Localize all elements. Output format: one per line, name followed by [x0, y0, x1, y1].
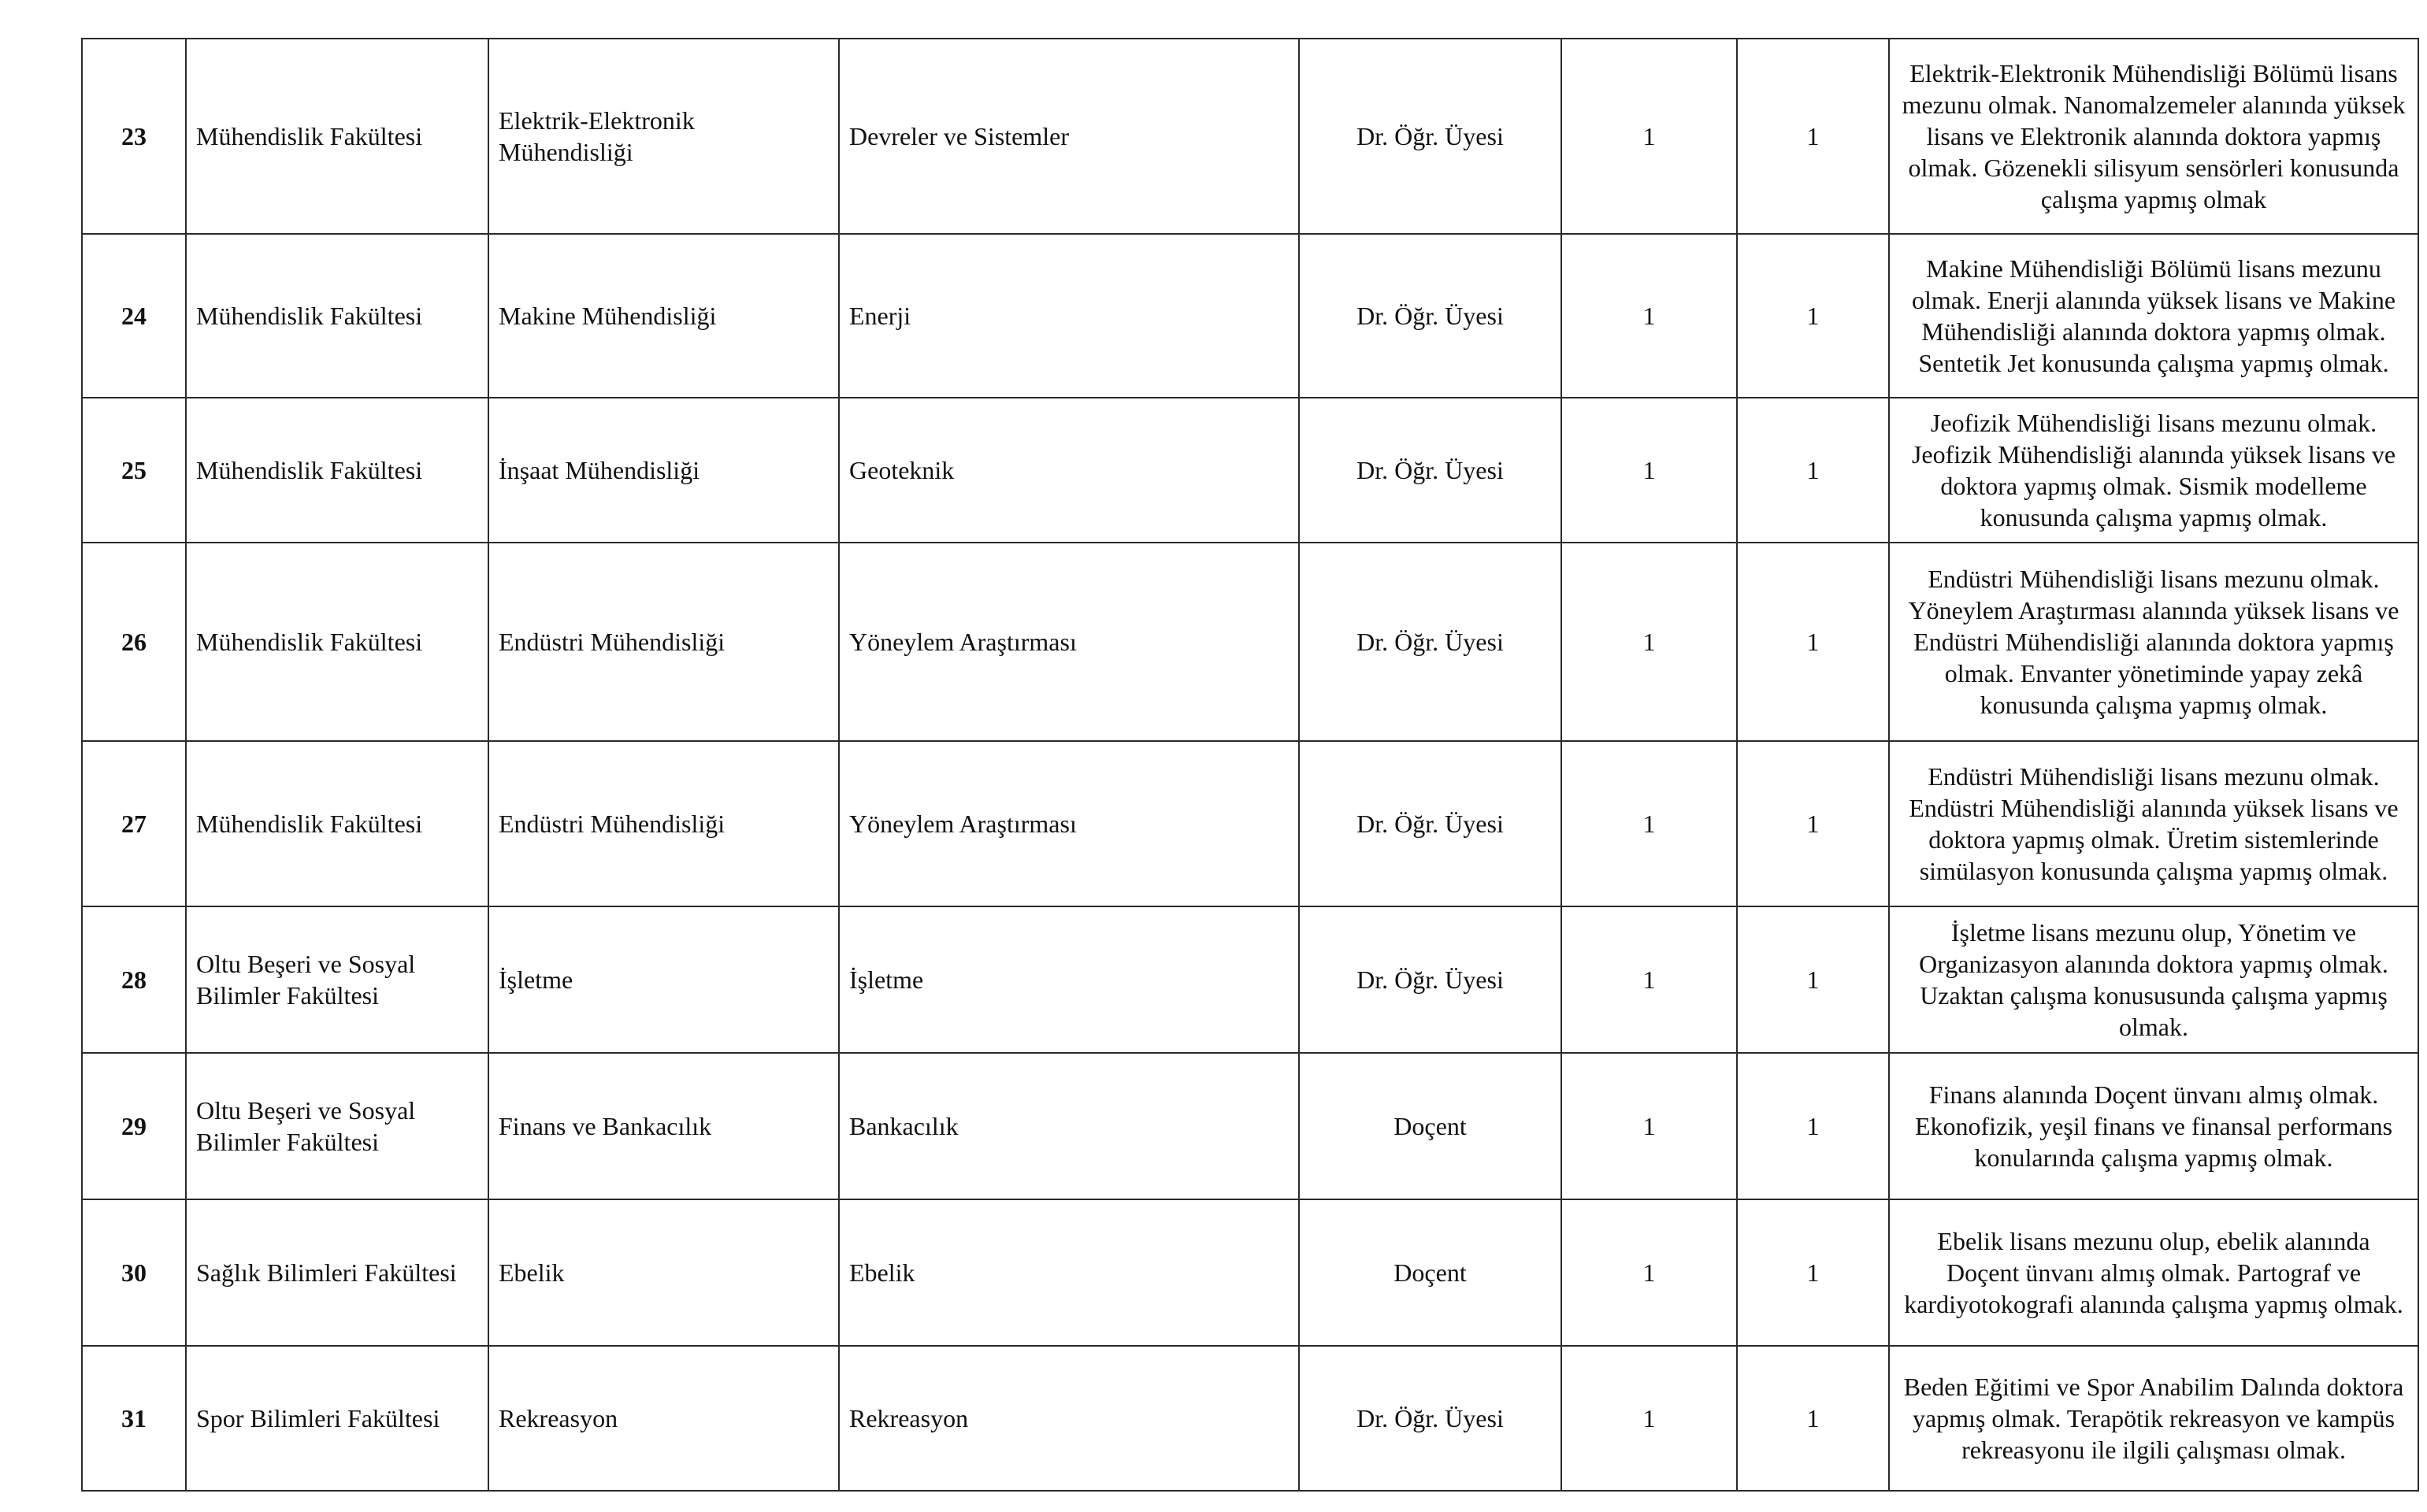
- title-cell: Dr. Öğr. Üyesi: [1299, 234, 1561, 398]
- field-cell: İşletme: [839, 906, 1299, 1053]
- title-cell: Doçent: [1299, 1199, 1561, 1346]
- faculty-positions-table: [81, 38, 2419, 1492]
- faculty-cell: Mühendislik Fakültesi: [186, 741, 488, 906]
- title-cell: Dr. Öğr. Üyesi: [1299, 741, 1561, 906]
- requirements-cell: Finans alanında Doçent ünvanı almış olmak. Ekonofizik, yeşil finans ve finansal performans konularında çalışma yapmış olmak.: [1889, 1053, 2418, 1199]
- field-cell: Devreler ve Sistemler: [839, 39, 1299, 234]
- department-cell: Makine Mühendisliği: [488, 234, 839, 398]
- degree-cell: 1: [1737, 234, 1889, 398]
- row-number-cell: 29: [82, 1053, 186, 1199]
- department-cell: Elektrik-Elektronik Mühendisliği: [488, 39, 839, 234]
- title-cell: Doçent: [1299, 1053, 1561, 1199]
- faculty-cell: Sağlık Bilimleri Fakültesi: [186, 1199, 488, 1346]
- count-cell: 1: [1561, 543, 1737, 741]
- faculty-cell: Mühendislik Fakültesi: [186, 39, 488, 234]
- table-row: [82, 543, 2418, 741]
- count-cell: 1: [1561, 906, 1737, 1053]
- department-cell: İşletme: [488, 906, 839, 1053]
- table-row: [82, 1346, 2418, 1491]
- faculty-cell: Oltu Beşeri ve Sosyal Bilimler Fakültesi: [186, 1053, 488, 1199]
- degree-cell: 1: [1737, 398, 1889, 543]
- field-cell: Geoteknik: [839, 398, 1299, 543]
- degree-cell: 1: [1737, 1346, 1889, 1491]
- degree-cell: 1: [1737, 906, 1889, 1053]
- field-cell: Rekreasyon: [839, 1346, 1299, 1491]
- table-row: [82, 906, 2418, 1053]
- row-number-cell: 30: [82, 1199, 186, 1346]
- row-number-cell: 24: [82, 234, 186, 398]
- department-cell: Endüstri Mühendisliği: [488, 741, 839, 906]
- faculty-cell: Mühendislik Fakültesi: [186, 543, 488, 741]
- degree-cell: 1: [1737, 741, 1889, 906]
- requirements-cell: Endüstri Mühendisliği lisans mezunu olmak. Yöneylem Araştırması alanında yüksek lisans ve Endüstri Mühendisliği alanında doktora yapmış olmak. Envanter yönetiminde yapay zekâ konusunda çalışma yapmış olmak.: [1889, 543, 2418, 741]
- requirements-cell: Jeofizik Mühendisliği lisans mezunu olmak. Jeofizik Mühendisliği alanında yüksek lisans ve doktora yapmış olmak. Sismik modelleme konusunda çalışma yapmış olmak.: [1889, 398, 2418, 543]
- requirements-cell: Beden Eğitimi ve Spor Anabilim Dalında doktora yapmış olmak. Terapötik rekreasyon ve kampüs rekreasyonu ile ilgili çalışması olmak.: [1889, 1346, 2418, 1491]
- row-number-cell: 23: [82, 39, 186, 234]
- table-row: [82, 234, 2418, 398]
- faculty-cell: Oltu Beşeri ve Sosyal Bilimler Fakültesi: [186, 906, 488, 1053]
- department-cell: Rekreasyon: [488, 1346, 839, 1491]
- row-number-cell: 27: [82, 741, 186, 906]
- table-row: [82, 1199, 2418, 1346]
- title-cell: Dr. Öğr. Üyesi: [1299, 1346, 1561, 1491]
- field-cell: Yöneylem Araştırması: [839, 543, 1299, 741]
- table-row: [82, 1053, 2418, 1199]
- requirements-cell: İşletme lisans mezunu olup, Yönetim ve Organizasyon alanında doktora yapmış olmak. Uzaktan çalışma konususunda çalışma yapmış olmak.: [1889, 906, 2418, 1053]
- requirements-cell: Endüstri Mühendisliği lisans mezunu olmak. Endüstri Mühendisliği alanında yüksek lisans ve doktora yapmış olmak. Üretim sistemlerinde simülasyon konusunda çalışma yapmış olmak.: [1889, 741, 2418, 906]
- count-cell: 1: [1561, 39, 1737, 234]
- faculty-cell: Mühendislik Fakültesi: [186, 398, 488, 543]
- requirements-cell: Makine Mühendisliği Bölümü lisans mezunu olmak. Enerji alanında yüksek lisans ve Makine Mühendisliği alanında doktora yapmış olmak. Sentetik Jet konusunda çalışma yapmış olmak.: [1889, 234, 2418, 398]
- count-cell: 1: [1561, 234, 1737, 398]
- count-cell: 1: [1561, 741, 1737, 906]
- department-cell: Ebelik: [488, 1199, 839, 1346]
- row-number-cell: 31: [82, 1346, 186, 1491]
- title-cell: Dr. Öğr. Üyesi: [1299, 906, 1561, 1053]
- row-number-cell: 25: [82, 398, 186, 543]
- department-cell: İnşaat Mühendisliği: [488, 398, 839, 543]
- requirements-cell: Ebelik lisans mezunu olup, ebelik alanında Doçent ünvanı almış olmak. Partograf ve kardiyotokografi alanında çalışma yapmış olmak.: [1889, 1199, 2418, 1346]
- row-number-cell: 28: [82, 906, 186, 1053]
- row-number-cell: 26: [82, 543, 186, 741]
- title-cell: Dr. Öğr. Üyesi: [1299, 543, 1561, 741]
- department-cell: Endüstri Mühendisliği: [488, 543, 839, 741]
- title-cell: Dr. Öğr. Üyesi: [1299, 39, 1561, 234]
- field-cell: Yöneylem Araştırması: [839, 741, 1299, 906]
- faculty-cell: Mühendislik Fakültesi: [186, 234, 488, 398]
- table-row: [82, 398, 2418, 543]
- field-cell: Enerji: [839, 234, 1299, 398]
- table-row: [82, 741, 2418, 906]
- count-cell: 1: [1561, 1053, 1737, 1199]
- department-cell: Finans ve Bankacılık: [488, 1053, 839, 1199]
- requirements-cell: Elektrik-Elektronik Mühendisliği Bölümü lisans mezunu olmak. Nanomalzemeler alanında yüksek lisans ve Elektronik alanında doktora yapmış olmak. Gözenekli silisyum sensörleri konusunda çalışma yapmış olmak: [1889, 39, 2418, 234]
- count-cell: 1: [1561, 398, 1737, 543]
- faculty-cell: Spor Bilimleri Fakültesi: [186, 1346, 488, 1491]
- count-cell: 1: [1561, 1199, 1737, 1346]
- degree-cell: 1: [1737, 1199, 1889, 1346]
- degree-cell: 1: [1737, 39, 1889, 234]
- degree-cell: 1: [1737, 1053, 1889, 1199]
- count-cell: 1: [1561, 1346, 1737, 1491]
- degree-cell: 1: [1737, 543, 1889, 741]
- title-cell: Dr. Öğr. Üyesi: [1299, 398, 1561, 543]
- field-cell: Bankacılık: [839, 1053, 1299, 1199]
- table-row: [82, 39, 2418, 234]
- field-cell: Ebelik: [839, 1199, 1299, 1346]
